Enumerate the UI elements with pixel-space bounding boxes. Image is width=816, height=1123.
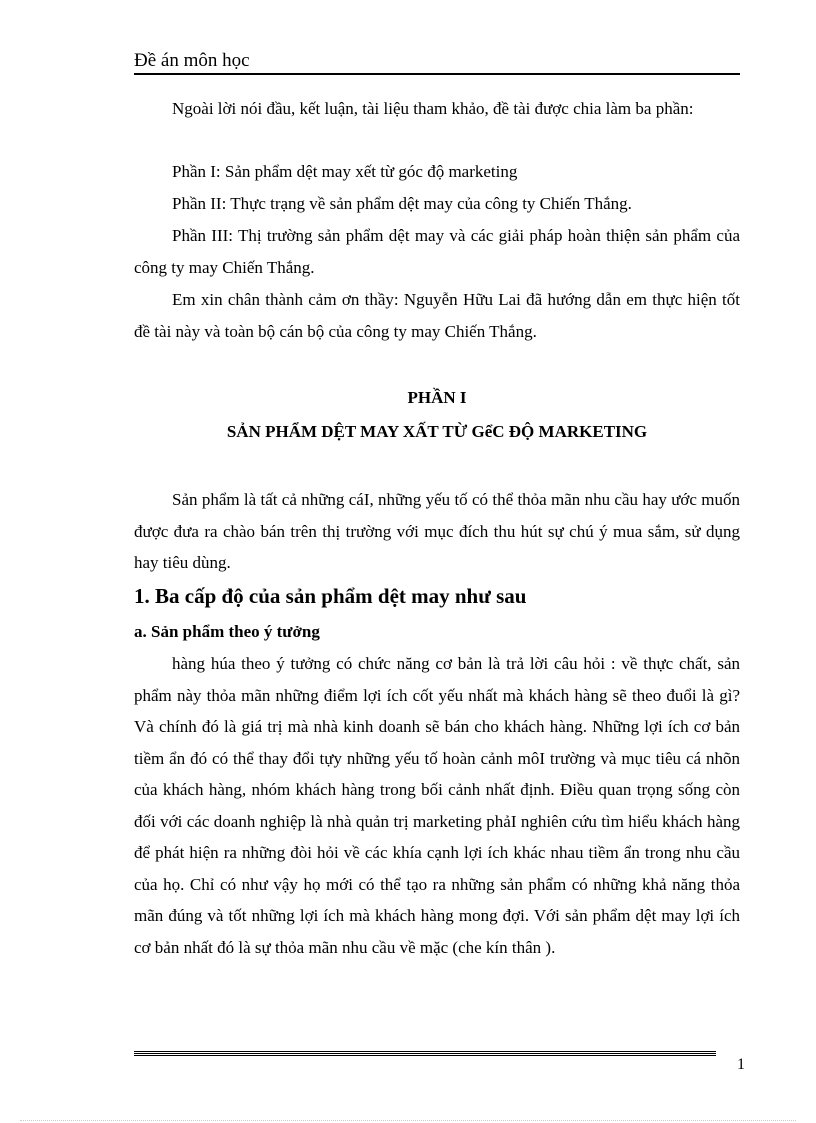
page-number: 1: [737, 1056, 745, 1073]
intro-paragraph-2: Phần I: Sản phẩm dệt may xết từ góc độ marketing: [172, 162, 518, 181]
page-edge-divider: [20, 1120, 796, 1121]
body-paragraph-1: Sản phẩm là tất cả những cáI, những yếu tố có thể thỏa mãn nhu cầu hay ước muốn được đưa ra chào bán trên thị trường với mục đích thu hút sự chú ý mua sắm, sử dụng hay tiêu dùng.: [134, 490, 740, 572]
footer-rule-1: [134, 1051, 716, 1052]
footer-rule-3: [134, 1055, 716, 1056]
intro-paragraph-3: Phần II: Thực trạng về sản phẩm dệt may của công ty Chiến Thắng.: [172, 194, 632, 213]
part-title: SẢN PHẨM DỆT MAY XẤT TỪ GểC ĐỘ MARKETING: [226, 422, 648, 441]
intro-paragraph-5: Em xin chân thành cảm ơn thầy: Nguyễn Hữu Lai đã hướng dẫn em thực hiện tốt đề tài này và toàn bộ cán bộ của công ty may Chiến Thắng.: [134, 290, 740, 341]
intro-paragraph-4: Phần III: Thị trường sản phẩm dệt may và các giải pháp hoàn thiện sản phẩm của công ty may Chiến Thắng.: [134, 226, 740, 277]
section-heading: 1. Ba cấp độ của sản phẩm dệt may như sau: [134, 584, 527, 608]
part-label: PHẦN I: [407, 388, 467, 407]
header-rule: [134, 73, 740, 75]
footer-rule-2: [134, 1053, 716, 1054]
running-header: Đề án môn học: [134, 50, 250, 71]
body-paragraph-2: hàng húa theo ý tưởng có chức năng cơ bản là trả lời câu hỏi : về thực chất, sản phẩm này thỏa mãn những điểm lợi ích cốt yếu nhất mà khách hàng sẽ theo đuổi là gì? Và chính đó là giá trị mà nhà kinh doanh sẽ bán cho khách hàng. Những lợi ích cơ bản tiềm ẩn đó có thể thay đổi tựy những yếu tố hoàn cảnh môI trường và mục tiêu cá nhõn của khách hàng, nhóm khách hàng trong bối cảnh nhất định. Điều quan trọng sống còn đối với các doanh nghiệp là nhà quản trị marketing phảI nghiên cứu tìm hiểu khách hàng để phát hiện ra những đòi hỏi về các khía cạnh lợi ích khác nhau tiềm ẩn trong nhu cầu của họ. Chỉ có như vậy họ mới có thể tạo ra những sản phẩm có những khả năng thỏa mãn đúng và tốt những lợi ích mà khách hàng mong đợi. Với sản phẩm dệt may lợi ích cơ bản nhất đó là sự thỏa mãn nhu cầu về mặc (che kín thân ).: [134, 654, 740, 957]
subsection-heading: a. Sản phẩm theo ý tưởng: [134, 622, 320, 641]
intro-paragraph-1: Ngoài lời nói đầu, kết luận, tài liệu tham khảo, đề tài được chia làm ba phần:: [172, 99, 694, 118]
